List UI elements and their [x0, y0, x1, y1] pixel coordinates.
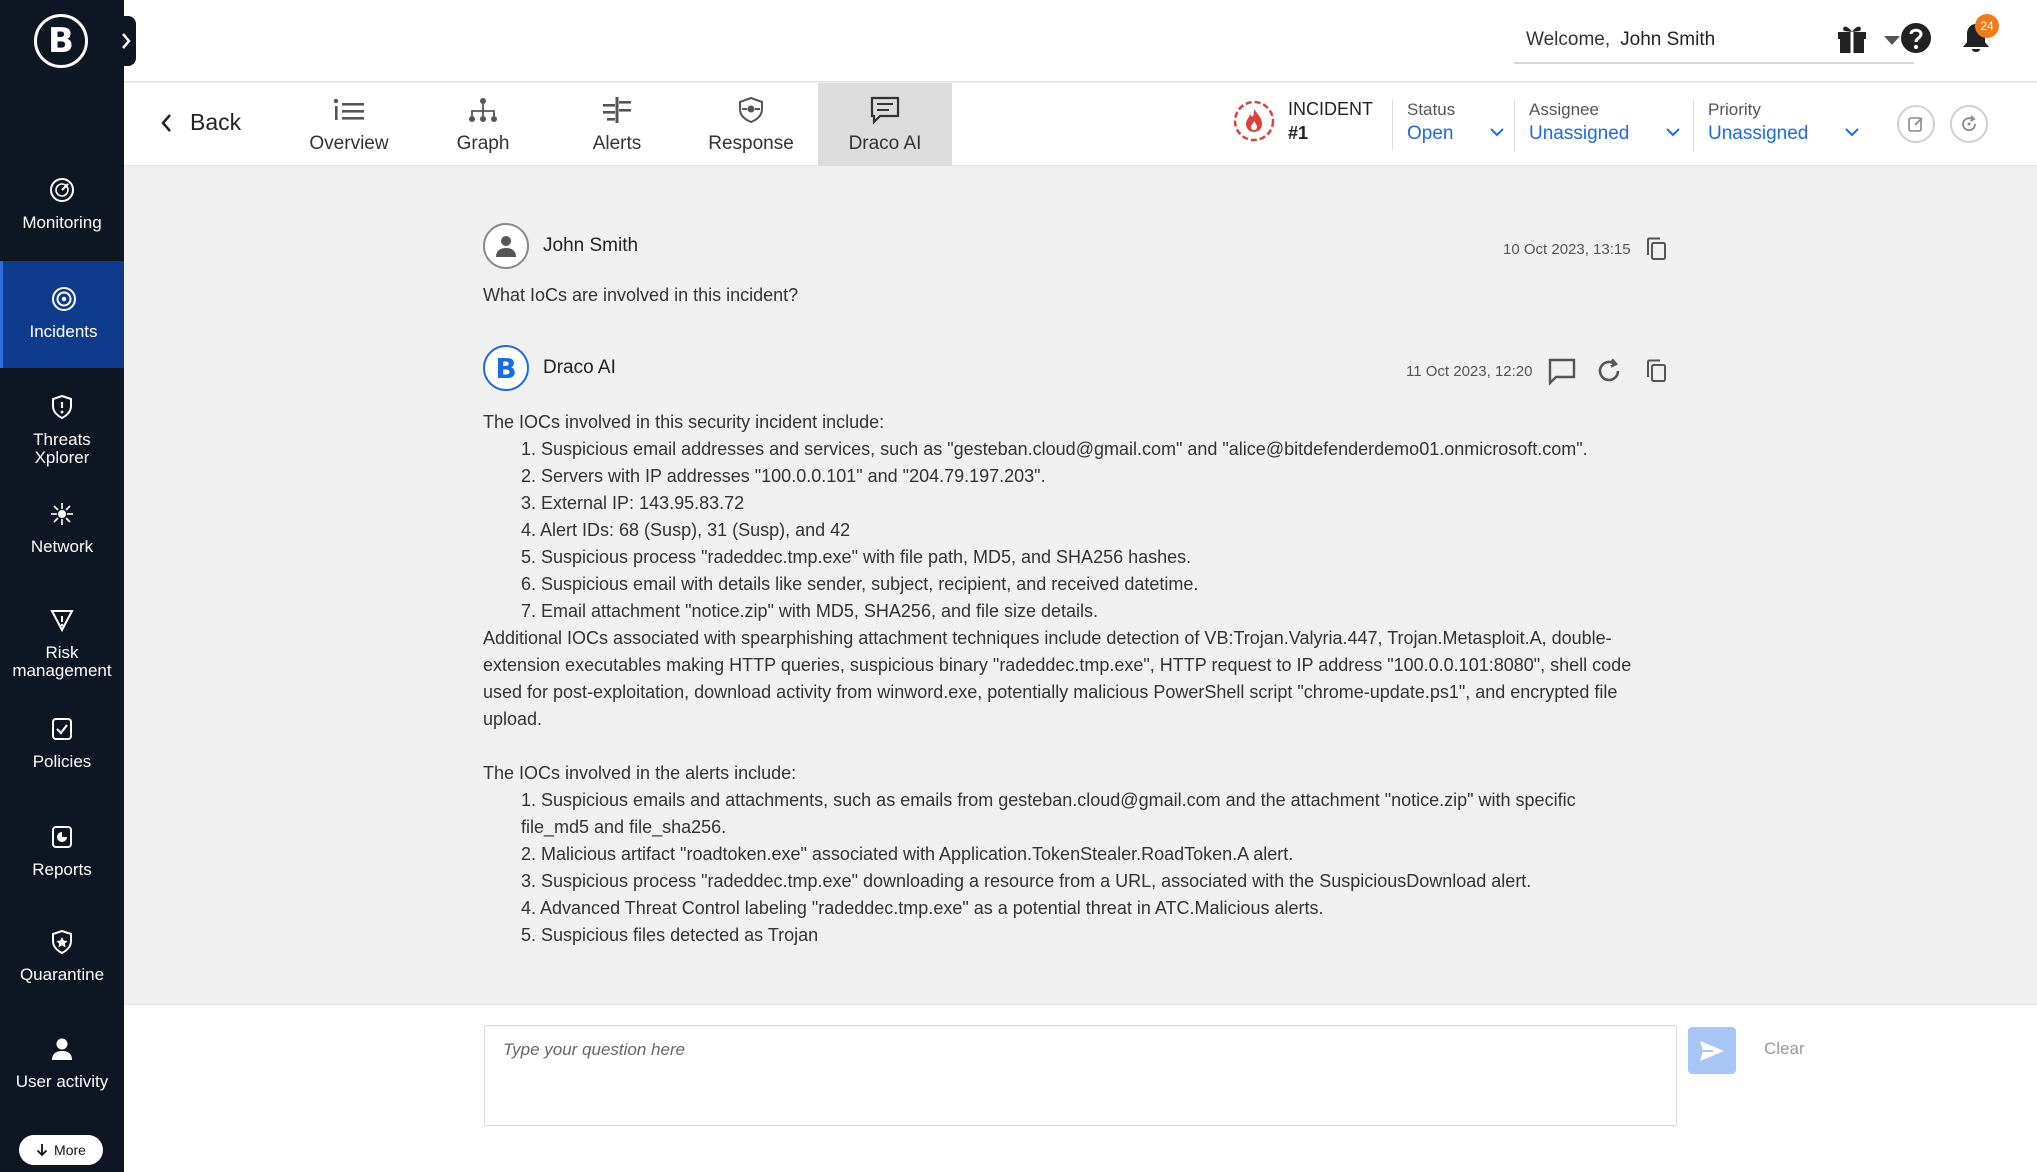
response-icon — [736, 96, 766, 124]
sidebar-item-label: Policies — [32, 752, 92, 771]
send-button[interactable] — [1688, 1027, 1736, 1074]
user-activity-icon — [50, 1036, 74, 1062]
message-timestamp: 10 Oct 2023, 13:15 — [1503, 241, 1631, 258]
more-button[interactable] — [19, 1135, 103, 1165]
clear-button[interactable]: Clear — [1764, 1039, 1805, 1058]
tab-response[interactable] — [684, 83, 818, 166]
sidebar-item-network[interactable] — [0, 500, 124, 570]
answer-line: 2. Malicious artifact "roadtoken.exe" associated with Application.TokenStealer.RoadToken.A alert. — [521, 844, 1294, 864]
incidents-icon — [51, 286, 77, 312]
copy-icon — [1645, 237, 1667, 261]
sidebar-item-label: Reports — [32, 860, 92, 879]
back-button[interactable] — [160, 109, 241, 136]
network-icon — [48, 500, 76, 528]
question-placeholder: Type your question here — [503, 1040, 686, 1059]
policies-icon — [50, 716, 74, 742]
sidebar-item-user-activity[interactable] — [0, 1035, 124, 1105]
message-author: Draco AI — [543, 357, 616, 378]
expand-sidebar-button[interactable] — [116, 16, 136, 66]
gift-button[interactable] — [1834, 20, 1870, 56]
message-author: John Smith — [543, 235, 639, 256]
sidebar — [0, 0, 124, 1172]
monitoring-icon — [49, 177, 75, 203]
regenerate-button[interactable] — [1593, 355, 1625, 387]
send-icon — [1699, 1040, 1725, 1062]
answer-line: 4. Alert IDs: 68 (Susp), 31 (Susp), and 42 — [521, 520, 851, 540]
answer-line: 1. Suspicious emails and attachments, such as emails from gesteban.cloud@gmail.com and the attachment "notice.zip" with specific file_md5 and file_sha256. — [521, 790, 1576, 837]
tab-label: Response — [708, 132, 794, 154]
assignee-label: Assignee — [1529, 100, 1599, 119]
chevron-down-icon — [1844, 127, 1860, 137]
status-label: Status — [1407, 100, 1456, 119]
alerts-icon — [601, 96, 633, 124]
tab-bar — [124, 83, 2037, 166]
reports-icon — [50, 824, 74, 850]
tab-label: Graph — [456, 132, 510, 154]
composer — [124, 1004, 2037, 1172]
priority-value: Unassigned — [1708, 123, 1809, 144]
answer-line: 5. Suspicious files detected as Trojan — [521, 925, 819, 945]
sidebar-item-incidents[interactable] — [0, 261, 124, 368]
assignee-dropdown[interactable] — [1514, 99, 1690, 151]
refresh-incident-button[interactable] — [1950, 105, 1988, 143]
sidebar-item-label: Quarantine — [19, 965, 105, 984]
user-avatar-icon — [495, 234, 517, 258]
answer-line: 3. Suspicious process "radeddec.tmp.exe" downloading a resource from a URL, associated with the SuspiciousDownload alert. — [521, 871, 1532, 891]
tab-label: Draco AI — [848, 132, 922, 154]
answer-line: The IOCs involved in the alerts include: — [483, 763, 797, 783]
sidebar-item-risk-management[interactable] — [0, 606, 124, 686]
sidebar-item-label: Risk management — [12, 643, 112, 680]
gift-icon — [1835, 21, 1869, 55]
status-value: Open — [1407, 123, 1454, 144]
chevron-down-icon — [1489, 127, 1505, 137]
tab-graph[interactable] — [416, 83, 550, 166]
avatar — [483, 223, 529, 269]
help-button[interactable] — [1898, 20, 1934, 56]
brand-logo[interactable]: B — [34, 14, 88, 68]
risk-management-icon — [49, 607, 75, 633]
draco-ai-avatar: B — [483, 345, 529, 391]
assignee-value: Unassigned — [1529, 123, 1630, 144]
sidebar-item-label: Threats Xplorer — [33, 430, 91, 467]
more-label: More — [54, 1142, 86, 1158]
answer-line: 2. Servers with IP addresses "100.0.0.101" and "204.79.197.203". — [521, 466, 1046, 486]
tab-alerts[interactable] — [550, 83, 684, 166]
answer-line: The IOCs involved in this security incident include: — [483, 412, 885, 432]
user-question: What IoCs are involved in this incident? — [483, 285, 799, 305]
tab-label: Alerts — [592, 132, 642, 154]
answer-spacer — [483, 733, 1643, 760]
question-input[interactable] — [484, 1025, 1677, 1126]
chevron-left-icon — [160, 113, 172, 133]
arrow-down-icon — [36, 1143, 48, 1157]
sidebar-item-label: Monitoring — [22, 213, 102, 232]
chevron-right-icon — [120, 32, 132, 50]
answer-line: 3. External IP: 143.95.83.72 — [521, 493, 745, 513]
ai-message-header — [483, 345, 616, 391]
answer-line: 6. Suspicious email with details like sender, subject, recipient, and received datetime. — [521, 574, 1199, 594]
sidebar-item-label: Incidents — [29, 322, 98, 341]
welcome-label: Welcome, — [1526, 29, 1611, 50]
quarantine-icon — [50, 929, 74, 955]
tab-draco-ai[interactable] — [818, 83, 952, 166]
status-dropdown[interactable] — [1392, 99, 1512, 151]
incident-label: INCIDENT — [1288, 99, 1373, 119]
edit-icon — [1907, 115, 1925, 133]
list-icon — [332, 98, 366, 122]
user-name: John Smith — [1620, 29, 1716, 50]
threats-xplorer-icon — [50, 394, 74, 420]
incident-number: #1 — [1288, 123, 1309, 143]
answer-line: Additional IOCs associated with spearphishing attachment techniques include detection of VB:Trojan.Valyria.447, Trojan.Metasploit.A, double-extension executables making HTTP queries, suspicious binary "radeddec.tmp.exe", HTTP request to IP address "100.0.0.101:8080", shell code used for post-exploitation, download activity from winword.exe, potentially malicious PowerShell script "chrome-update.ps1", and encrypted file upload. — [483, 628, 1632, 729]
copy-button[interactable] — [1640, 355, 1672, 387]
refresh-icon — [1960, 115, 1978, 133]
back-label: Back — [190, 109, 242, 135]
refresh-icon — [1596, 358, 1622, 384]
sidebar-item-reports[interactable] — [0, 823, 124, 893]
sidebar-item-quarantine[interactable] — [0, 928, 124, 998]
help-icon — [1899, 21, 1933, 55]
sidebar-item-label: Network — [30, 537, 94, 556]
ai-answer — [483, 409, 1643, 949]
chat-thread — [124, 167, 2037, 1003]
copy-icon — [1645, 359, 1667, 383]
top-bar — [124, 0, 2037, 82]
sidebar-item-threats-xplorer[interactable] — [0, 393, 124, 473]
incident-id — [1232, 97, 1373, 145]
answer-line: 1. Suspicious email addresses and services, such as "gesteban.cloud@gmail.com" and "alice@bitdefenderdemo01.onmicrosoft.com". — [521, 439, 1588, 459]
answer-line: 5. Suspicious process "radeddec.tmp.exe" with file path, MD5, and SHA256 hashes. — [521, 547, 1192, 567]
answer-line: 7. Email attachment "notice.zip" with MD5, SHA256, and file size details. — [521, 601, 1099, 621]
incident-flame-icon — [1232, 99, 1276, 143]
message-timestamp: 11 Oct 2023, 12:20 — [1406, 363, 1533, 380]
sidebar-item-label: User activity — [15, 1072, 109, 1091]
user-message-header — [483, 223, 638, 269]
graph-icon — [468, 97, 498, 123]
notification-badge: 24 — [1975, 14, 1999, 38]
edit-incident-button[interactable] — [1897, 105, 1935, 143]
priority-dropdown[interactable] — [1693, 99, 1869, 151]
copy-button[interactable] — [1640, 233, 1672, 265]
answer-line: 4. Advanced Threat Control labeling "radeddec.tmp.exe" as a potential threat in ATC.Malicious alerts. — [521, 898, 1324, 918]
sidebar-item-monitoring[interactable] — [0, 176, 124, 256]
priority-label: Priority — [1708, 100, 1761, 119]
tab-label: Overview — [309, 132, 389, 154]
feedback-button[interactable] — [1546, 355, 1578, 387]
sidebar-item-policies[interactable] — [0, 715, 124, 785]
chat-icon — [869, 95, 901, 125]
chevron-down-icon — [1665, 127, 1681, 137]
tab-overview[interactable] — [282, 83, 416, 166]
comment-icon — [1547, 357, 1577, 385]
